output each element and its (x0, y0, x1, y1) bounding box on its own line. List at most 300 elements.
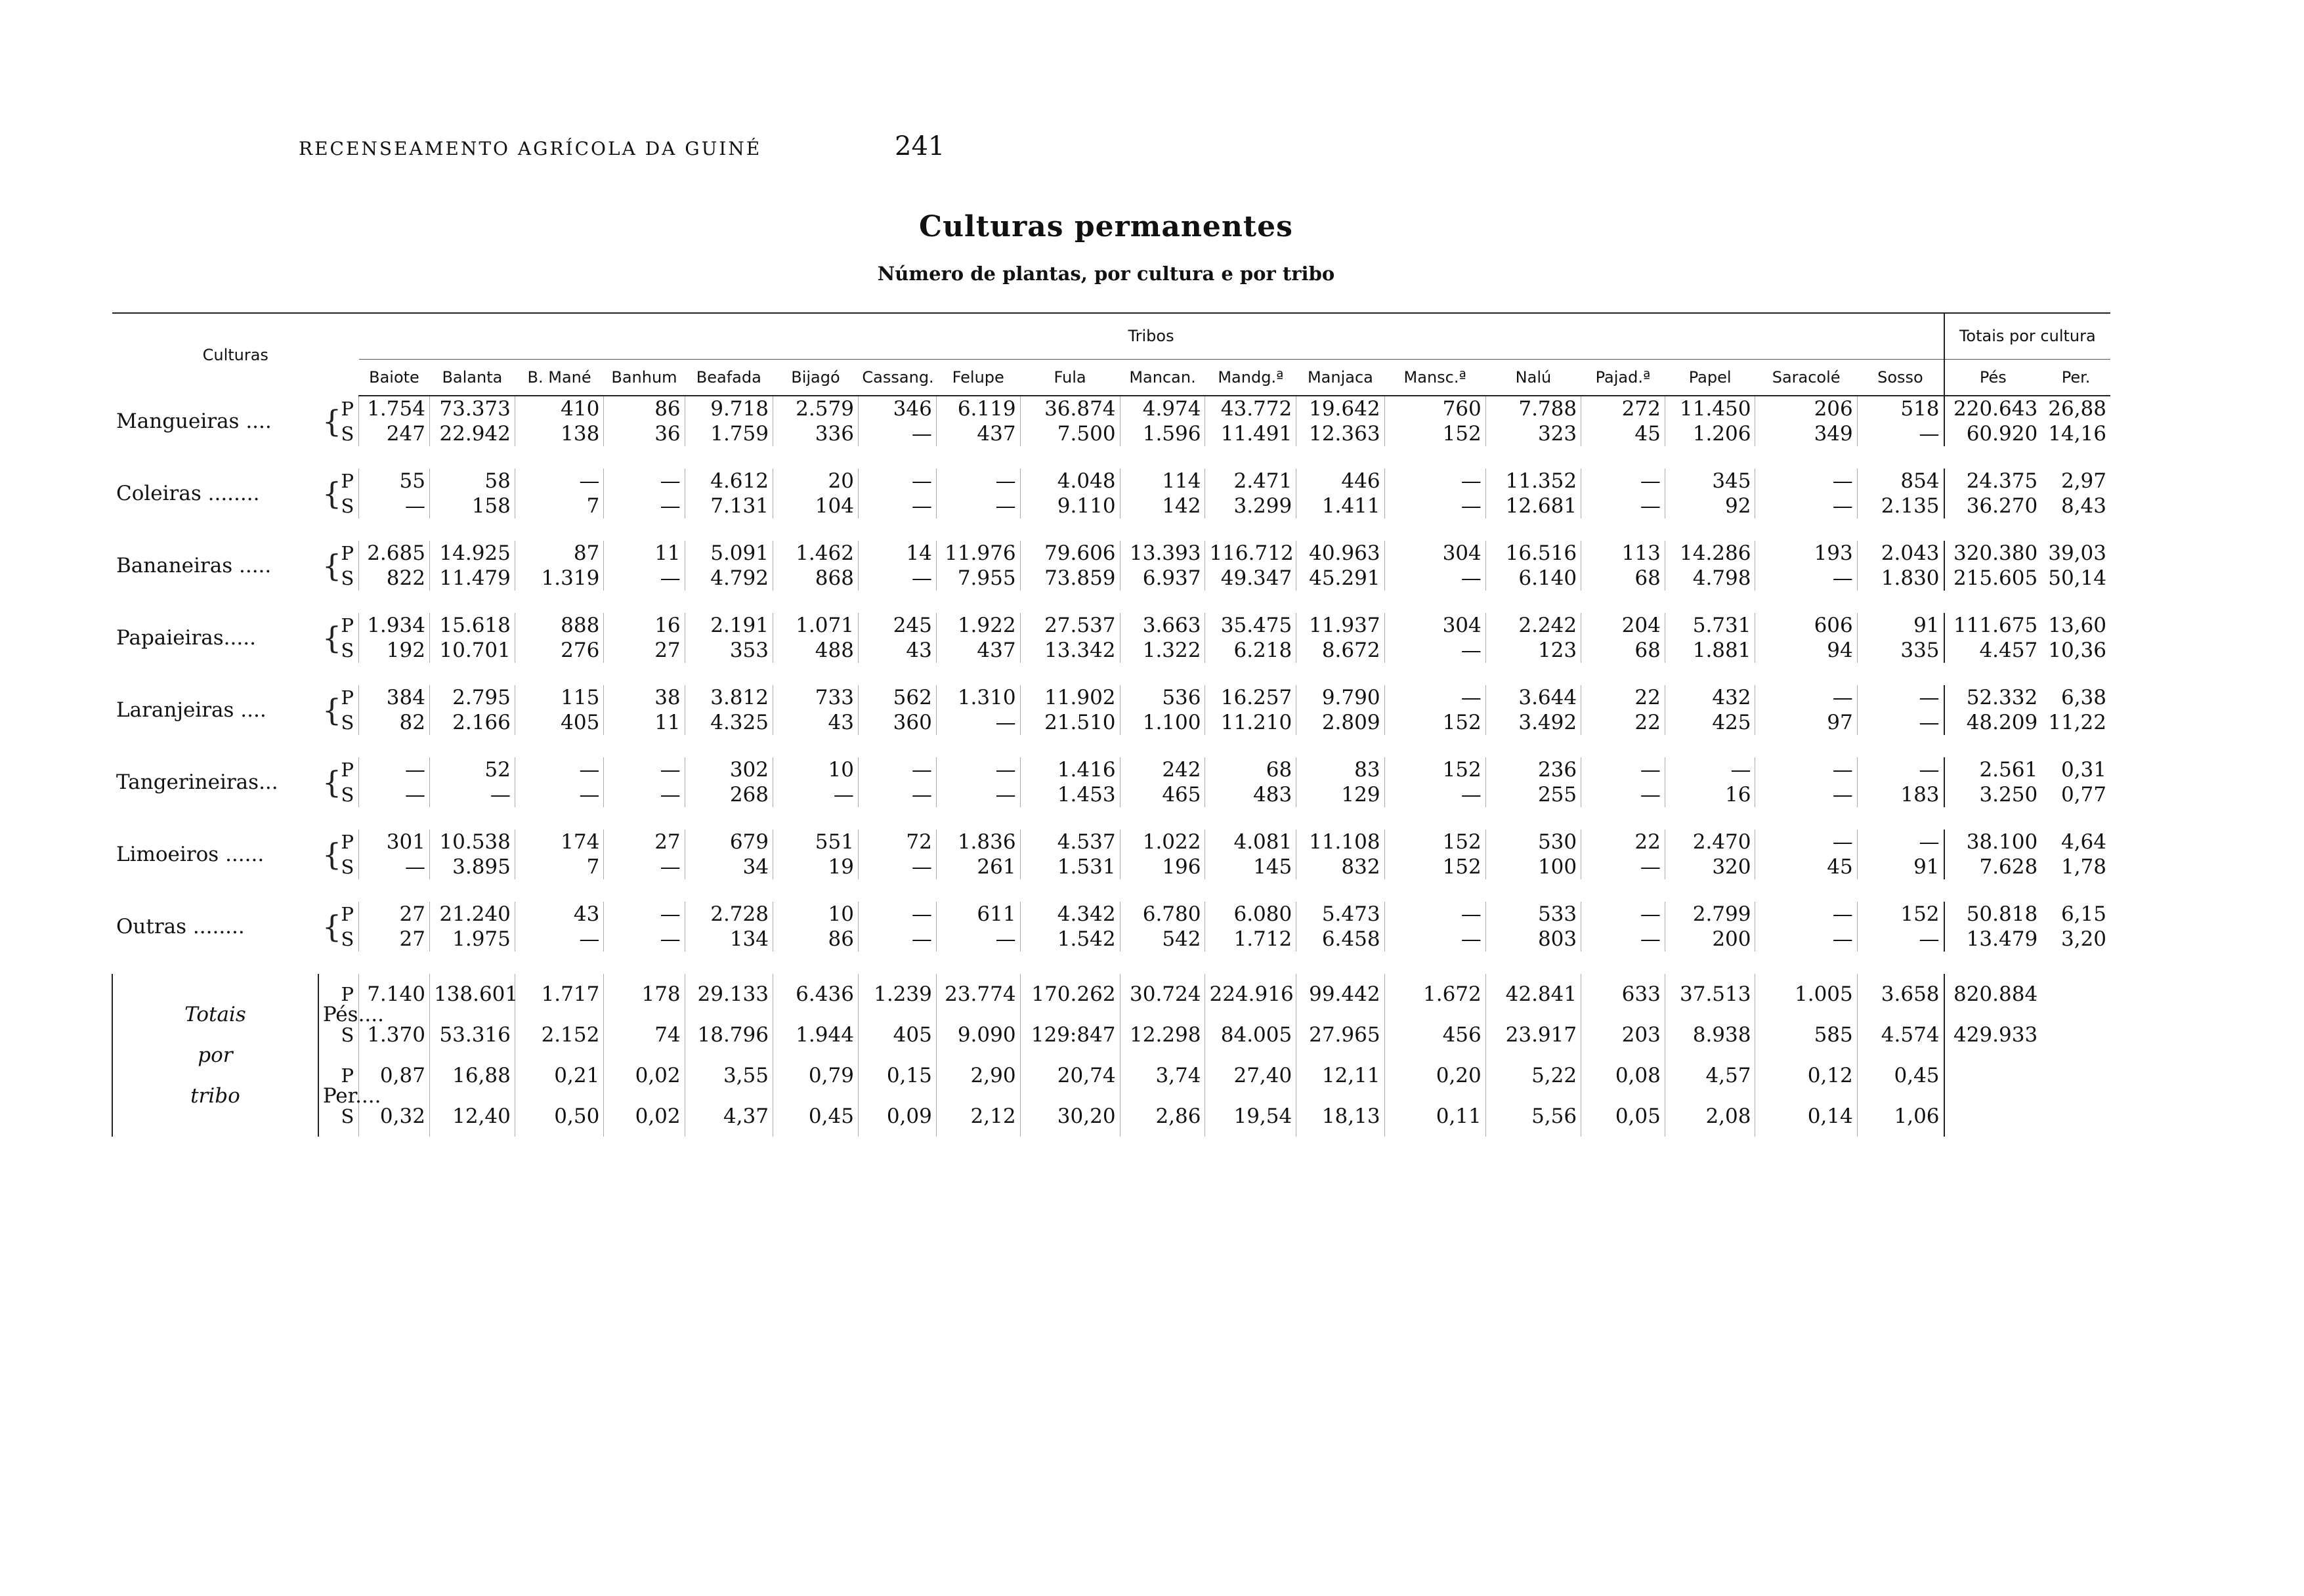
value-cell: 1.596 (1120, 421, 1205, 446)
value-cell: 323 (1485, 421, 1581, 446)
value-cell: 1.944 (773, 1015, 858, 1055)
value-cell: 12.298 (1120, 1015, 1205, 1055)
table-row (112, 396, 2110, 421)
value-cell: 7.131 (685, 494, 773, 518)
value-cell: 55 (359, 469, 430, 494)
value-cell: — (1384, 638, 1485, 663)
value-cell: 193 (1755, 541, 1857, 566)
value-cell: 832 (1296, 854, 1384, 879)
value-cell: 2.043 (1857, 541, 1944, 566)
value-cell: 542 (1120, 927, 1205, 952)
table-row (112, 469, 2110, 494)
value-cell: — (1857, 830, 1944, 854)
value-cell: 5,56 (1485, 1096, 1581, 1137)
totals-header-pes: Pés (1944, 359, 2042, 396)
value-cell: 13.393 (1120, 541, 1205, 566)
totais-por-cultura-header: Totais por cultura (1944, 313, 2110, 359)
totals-header-per: Per. (2041, 359, 2110, 396)
value-cell: 0,79 (773, 1055, 858, 1096)
value-cell: 2,90 (936, 1055, 1020, 1096)
total-cell-empty (2041, 1015, 2110, 1055)
value-cell: 2.242 (1485, 613, 1581, 638)
value-cell: 9.110 (1020, 494, 1120, 518)
row-type-p: P (337, 974, 358, 1015)
value-cell: 551 (773, 830, 858, 854)
total-cell: 215.605 (1944, 566, 2042, 591)
value-cell: 94 (1755, 638, 1857, 663)
total-cell: 10,36 (2048, 639, 2106, 662)
value-cell: 114 (1120, 469, 1205, 494)
value-cell: 822 (359, 566, 430, 591)
value-cell: 360 (858, 710, 936, 735)
value-cell: 22 (1581, 710, 1665, 735)
total-cell-empty (2041, 974, 2110, 1015)
value-cell: 733 (773, 685, 858, 710)
value-cell: 152 (1384, 854, 1485, 879)
value-cell: 23.917 (1485, 1015, 1581, 1055)
row-type-s: S (337, 782, 358, 807)
total-cell: 111.675 (1944, 613, 2042, 638)
value-cell: — (858, 757, 936, 782)
value-cell: 4,57 (1665, 1055, 1755, 1096)
value-cell: 115 (515, 685, 603, 710)
crop-name-laranjeiras: Laranjeiras .... (116, 698, 267, 722)
value-cell: 530 (1485, 830, 1581, 854)
running-title: RECENSEAMENTO AGRÍCOLA DA GUINÉ (299, 138, 762, 159)
value-cell: 4.574 (1857, 1015, 1944, 1055)
value-cell: 68 (1581, 566, 1665, 591)
value-cell: 6.780 (1120, 902, 1205, 927)
value-cell: — (359, 854, 430, 879)
tribe-header-felupe: Felupe (936, 359, 1020, 396)
value-cell: — (858, 782, 936, 807)
total-cell: 50,14 (2048, 566, 2106, 590)
value-cell: 1.881 (1665, 638, 1755, 663)
value-cell: — (1755, 830, 1857, 854)
total-cell: 39,03 (2048, 541, 2106, 565)
value-cell: 4.612 (685, 469, 773, 494)
tribe-header-saracole: Saracolé (1755, 359, 1857, 396)
value-cell: 3.895 (429, 854, 515, 879)
value-cell: 4,37 (685, 1096, 773, 1137)
value-cell: 27.965 (1296, 1015, 1384, 1055)
value-cell: 45.291 (1296, 566, 1384, 591)
value-cell: 2,12 (936, 1096, 1020, 1137)
value-cell: 52 (429, 757, 515, 782)
table-row (112, 541, 2110, 566)
total-cell: 7.628 (1944, 854, 2042, 879)
value-cell: 1.005 (1755, 974, 1857, 1015)
row-type-s: S (337, 1096, 358, 1137)
table-row (112, 421, 2110, 446)
value-cell: 633 (1581, 974, 1665, 1015)
value-cell: 3.644 (1485, 685, 1581, 710)
value-cell: 27 (359, 902, 430, 927)
value-cell: 437 (936, 638, 1020, 663)
value-cell: — (858, 469, 936, 494)
value-cell: 99.442 (1296, 974, 1384, 1015)
value-cell: 9.090 (936, 1015, 1020, 1055)
value-cell: 2.166 (429, 710, 515, 735)
value-cell: 353 (685, 638, 773, 663)
row-type-p: P (337, 902, 358, 927)
page-subtitle: Número de plantas, por cultura e por tribo (877, 262, 1335, 285)
value-cell: 425 (1665, 710, 1755, 735)
value-cell: 1.712 (1205, 927, 1296, 952)
value-cell: — (936, 782, 1020, 807)
value-cell: 1.370 (359, 1015, 430, 1055)
value-cell: 16.516 (1485, 541, 1581, 566)
total-cell: 0,77 (2060, 783, 2106, 807)
row-type-p: P (337, 613, 358, 638)
total-cell: 3.250 (1944, 782, 2042, 807)
value-cell: 4.792 (685, 566, 773, 591)
value-cell: 35.475 (1205, 613, 1296, 638)
value-cell: 27,40 (1205, 1055, 1296, 1096)
value-cell: 1.239 (858, 974, 936, 1015)
value-cell: 2,86 (1120, 1096, 1205, 1137)
value-cell: — (604, 902, 685, 927)
value-cell: 43 (858, 638, 936, 663)
value-cell: 14.286 (1665, 541, 1755, 566)
value-cell: 0,08 (1581, 1055, 1665, 1096)
value-cell: 255 (1485, 782, 1581, 807)
value-cell: 30.724 (1120, 974, 1205, 1015)
tribe-header-balanta: Balanta (429, 359, 515, 396)
row-type-s: S (337, 421, 358, 446)
value-cell: 45 (1755, 854, 1857, 879)
value-cell: 12,40 (429, 1096, 515, 1137)
value-cell: 242 (1120, 757, 1205, 782)
value-cell: — (858, 854, 936, 879)
value-cell: 4.048 (1020, 469, 1120, 494)
value-cell: — (1581, 757, 1665, 782)
total-cell: 52.332 (1944, 685, 2042, 710)
value-cell: 3.663 (1120, 613, 1205, 638)
value-cell: — (1384, 927, 1485, 952)
value-cell: 92 (1665, 494, 1755, 518)
value-cell: — (604, 757, 685, 782)
total-cell: 2.561 (1944, 757, 2042, 782)
value-cell: 1.416 (1020, 757, 1120, 782)
brace-symbol: { (322, 909, 342, 944)
value-cell: — (359, 782, 430, 807)
value-cell: — (936, 494, 1020, 518)
value-cell: 0,20 (1384, 1055, 1485, 1096)
total-cell: 4.457 (1944, 638, 2042, 663)
value-cell: — (773, 782, 858, 807)
value-cell: 72 (858, 830, 936, 854)
value-cell: 0,05 (1581, 1096, 1665, 1137)
value-cell: — (1857, 927, 1944, 952)
row-spacer (112, 663, 2110, 685)
value-cell: 152 (1384, 710, 1485, 735)
value-cell: — (1384, 902, 1485, 927)
value-cell: 268 (685, 782, 773, 807)
value-cell: 5.731 (1665, 613, 1755, 638)
total-cell-empty (2041, 1055, 2110, 1096)
value-cell: 4.974 (1120, 396, 1205, 421)
table-row (112, 974, 2110, 1015)
value-cell: 38 (604, 685, 685, 710)
row-type-s: S (337, 927, 358, 952)
value-cell: 236 (1485, 757, 1581, 782)
value-cell: — (359, 494, 430, 518)
total-cell-empty (2041, 1096, 2110, 1137)
value-cell: 22 (1581, 685, 1665, 710)
value-cell: 10 (773, 757, 858, 782)
value-cell: 1.922 (936, 613, 1020, 638)
table-row (112, 902, 2110, 927)
row-type-p: P (337, 541, 358, 566)
culturas-header: Culturas (112, 313, 359, 396)
value-cell: 11.937 (1296, 613, 1384, 638)
value-cell: 0,45 (1857, 1055, 1944, 1096)
value-cell: — (604, 854, 685, 879)
table-row (112, 566, 2110, 591)
value-cell: 3.492 (1485, 710, 1581, 735)
value-cell: 10.701 (429, 638, 515, 663)
total-cell-empty (1944, 1096, 2042, 1137)
value-cell: — (1384, 469, 1485, 494)
value-cell: — (429, 782, 515, 807)
value-cell: 11.902 (1020, 685, 1120, 710)
value-cell: 0,02 (604, 1096, 685, 1137)
value-cell: 30,20 (1020, 1096, 1120, 1137)
group-name-pes: Pés.... (318, 974, 337, 1055)
value-cell: 22 (1581, 830, 1665, 854)
value-cell: 335 (1857, 638, 1944, 663)
value-cell: 1.206 (1665, 421, 1755, 446)
value-cell: 6.080 (1205, 902, 1296, 927)
total-cell: 24.375 (1944, 469, 2042, 494)
value-cell: 272 (1581, 396, 1665, 421)
value-cell: 0,15 (858, 1055, 936, 1096)
value-cell: 100 (1485, 854, 1581, 879)
value-cell: 261 (936, 854, 1020, 879)
value-cell: — (1857, 685, 1944, 710)
value-cell: 606 (1755, 613, 1857, 638)
table-row (112, 1055, 2110, 1096)
crop-name-mangueiras: Mangueiras .... (116, 409, 272, 433)
value-cell: — (1665, 757, 1755, 782)
value-cell: 536 (1120, 685, 1205, 710)
value-cell: 11.352 (1485, 469, 1581, 494)
value-cell: 0,87 (359, 1055, 430, 1096)
value-cell: — (1581, 927, 1665, 952)
value-cell: 562 (858, 685, 936, 710)
value-cell: 854 (1857, 469, 1944, 494)
value-cell: 7.788 (1485, 396, 1581, 421)
value-cell: — (936, 927, 1020, 952)
value-cell: 6.937 (1120, 566, 1205, 591)
value-cell: 192 (359, 638, 430, 663)
value-cell: 45 (1581, 421, 1665, 446)
value-cell: 178 (604, 974, 685, 1015)
row-type-s: S (337, 638, 358, 663)
value-cell: 16,88 (429, 1055, 515, 1096)
value-cell: 158 (429, 494, 515, 518)
value-cell: — (858, 927, 936, 952)
value-cell: 3,55 (685, 1055, 773, 1096)
value-cell: 91 (1857, 613, 1944, 638)
value-cell: 86 (773, 927, 858, 952)
value-cell: 760 (1384, 396, 1485, 421)
table-row (112, 830, 2110, 854)
value-cell: 3,74 (1120, 1055, 1205, 1096)
value-cell: 1.100 (1120, 710, 1205, 735)
value-cell: — (1755, 685, 1857, 710)
value-cell: 11.491 (1205, 421, 1296, 446)
row-spacer (112, 518, 2110, 541)
value-cell: — (515, 927, 603, 952)
value-cell: 3.658 (1857, 974, 1944, 1015)
crop-name-bananeiras: Bananeiras ..... (116, 554, 272, 578)
group-name-per: Per.... (318, 1055, 337, 1137)
value-cell: 1.071 (773, 613, 858, 638)
value-cell: 86 (604, 396, 685, 421)
value-cell: 4.081 (1205, 830, 1296, 854)
total-cell-empty (1944, 1055, 2042, 1096)
row-spacer (112, 879, 2110, 902)
table-row (112, 1096, 2110, 1137)
value-cell: 20 (773, 469, 858, 494)
value-cell: — (1581, 782, 1665, 807)
value-cell: 36 (604, 421, 685, 446)
value-cell: 22.942 (429, 421, 515, 446)
value-cell: 200 (1665, 927, 1755, 952)
crop-name-limoeiros: Limoeiros ...... (116, 843, 265, 866)
value-cell: 5,22 (1485, 1055, 1581, 1096)
value-cell: 36.874 (1020, 396, 1120, 421)
value-cell: 16 (604, 613, 685, 638)
row-spacer (112, 591, 2110, 613)
table-row (112, 710, 2110, 735)
total-cell: 14,16 (2048, 422, 2106, 446)
value-cell: 11.108 (1296, 830, 1384, 854)
value-cell: 152 (1384, 830, 1485, 854)
value-cell: 2.471 (1205, 469, 1296, 494)
value-cell: — (1581, 854, 1665, 879)
value-cell: 304 (1384, 541, 1485, 566)
value-cell: 868 (773, 566, 858, 591)
total-cell: 60.920 (1944, 421, 2042, 446)
value-cell: 37.513 (1665, 974, 1755, 1015)
value-cell: 7.500 (1020, 421, 1120, 446)
value-cell: 97 (1755, 710, 1857, 735)
value-cell: — (858, 902, 936, 927)
value-cell: 1.310 (936, 685, 1020, 710)
value-cell: 346 (858, 396, 936, 421)
value-cell: 679 (685, 830, 773, 854)
table-row (112, 757, 2110, 782)
value-cell: 27.537 (1020, 613, 1120, 638)
value-cell: — (1755, 566, 1857, 591)
table-row (112, 494, 2110, 518)
value-cell: — (1755, 757, 1857, 782)
total-cell: 13.479 (1944, 927, 2042, 952)
value-cell: 142 (1120, 494, 1205, 518)
crop-name-papaieiras: Papaieiras..... (116, 626, 256, 650)
value-cell: 611 (936, 902, 1020, 927)
value-cell: 0,14 (1755, 1096, 1857, 1137)
value-cell: 456 (1384, 1015, 1485, 1055)
brace-symbol: { (322, 476, 342, 511)
total-cell: 2,97 (2060, 469, 2106, 493)
value-cell: 84.005 (1205, 1015, 1296, 1055)
value-cell: 10 (773, 902, 858, 927)
value-cell: 405 (858, 1015, 936, 1055)
brace-symbol: { (322, 548, 342, 583)
value-cell: — (1755, 494, 1857, 518)
value-cell: 12.363 (1296, 421, 1384, 446)
total-cell: 50.818 (1944, 902, 2042, 927)
row-spacer (112, 446, 2110, 469)
value-cell: 345 (1665, 469, 1755, 494)
value-cell: 3.812 (685, 685, 773, 710)
tribe-header-bijago: Bijagó (773, 359, 858, 396)
value-cell: 174 (515, 830, 603, 854)
tribe-header-mansc: Mansc.ª (1384, 359, 1485, 396)
value-cell: 0,09 (858, 1096, 936, 1137)
value-cell: 2.470 (1665, 830, 1755, 854)
value-cell: 1.462 (773, 541, 858, 566)
value-cell: 1.531 (1020, 854, 1120, 879)
value-cell: 465 (1120, 782, 1205, 807)
tribe-header-manjaca: Manjaca (1296, 359, 1384, 396)
total-cell: 0,31 (2060, 758, 2106, 782)
value-cell: 27 (359, 927, 430, 952)
value-cell: — (858, 494, 936, 518)
value-cell: 74 (604, 1015, 685, 1055)
tribe-header-mandg: Mandg.ª (1205, 359, 1296, 396)
value-cell: 83 (1296, 757, 1384, 782)
tribe-header-mancan: Mancan. (1120, 359, 1205, 396)
value-cell: 301 (359, 830, 430, 854)
value-cell: 79.606 (1020, 541, 1120, 566)
value-cell: — (936, 757, 1020, 782)
brace-symbol: { (322, 692, 342, 728)
value-cell: 43 (515, 902, 603, 927)
value-cell: 302 (685, 757, 773, 782)
value-cell: 3.299 (1205, 494, 1296, 518)
value-cell: 320 (1665, 854, 1755, 879)
row-spacer (112, 952, 2110, 974)
value-cell: — (515, 469, 603, 494)
table-row (112, 613, 2110, 638)
row-type-s: S (337, 1015, 358, 1055)
value-cell: 11.976 (936, 541, 1020, 566)
value-cell: — (604, 494, 685, 518)
tribos-header: Tribos (359, 313, 1944, 359)
value-cell: 446 (1296, 469, 1384, 494)
total-cell: 6,38 (2060, 686, 2106, 709)
value-cell: — (515, 782, 603, 807)
value-cell: 2.685 (359, 541, 430, 566)
brace-symbol: { (322, 620, 342, 656)
row-type-s: S (337, 566, 358, 591)
value-cell: 16 (1665, 782, 1755, 807)
value-cell: 91 (1857, 854, 1944, 879)
value-cell: 2.191 (685, 613, 773, 638)
value-cell: 437 (936, 421, 1020, 446)
value-cell: 68 (1581, 638, 1665, 663)
value-cell: 0,50 (515, 1096, 603, 1137)
value-cell: 7.140 (359, 974, 430, 1015)
value-cell: — (1384, 685, 1485, 710)
total-cell: 3,20 (2060, 927, 2106, 951)
value-cell: 888 (515, 613, 603, 638)
